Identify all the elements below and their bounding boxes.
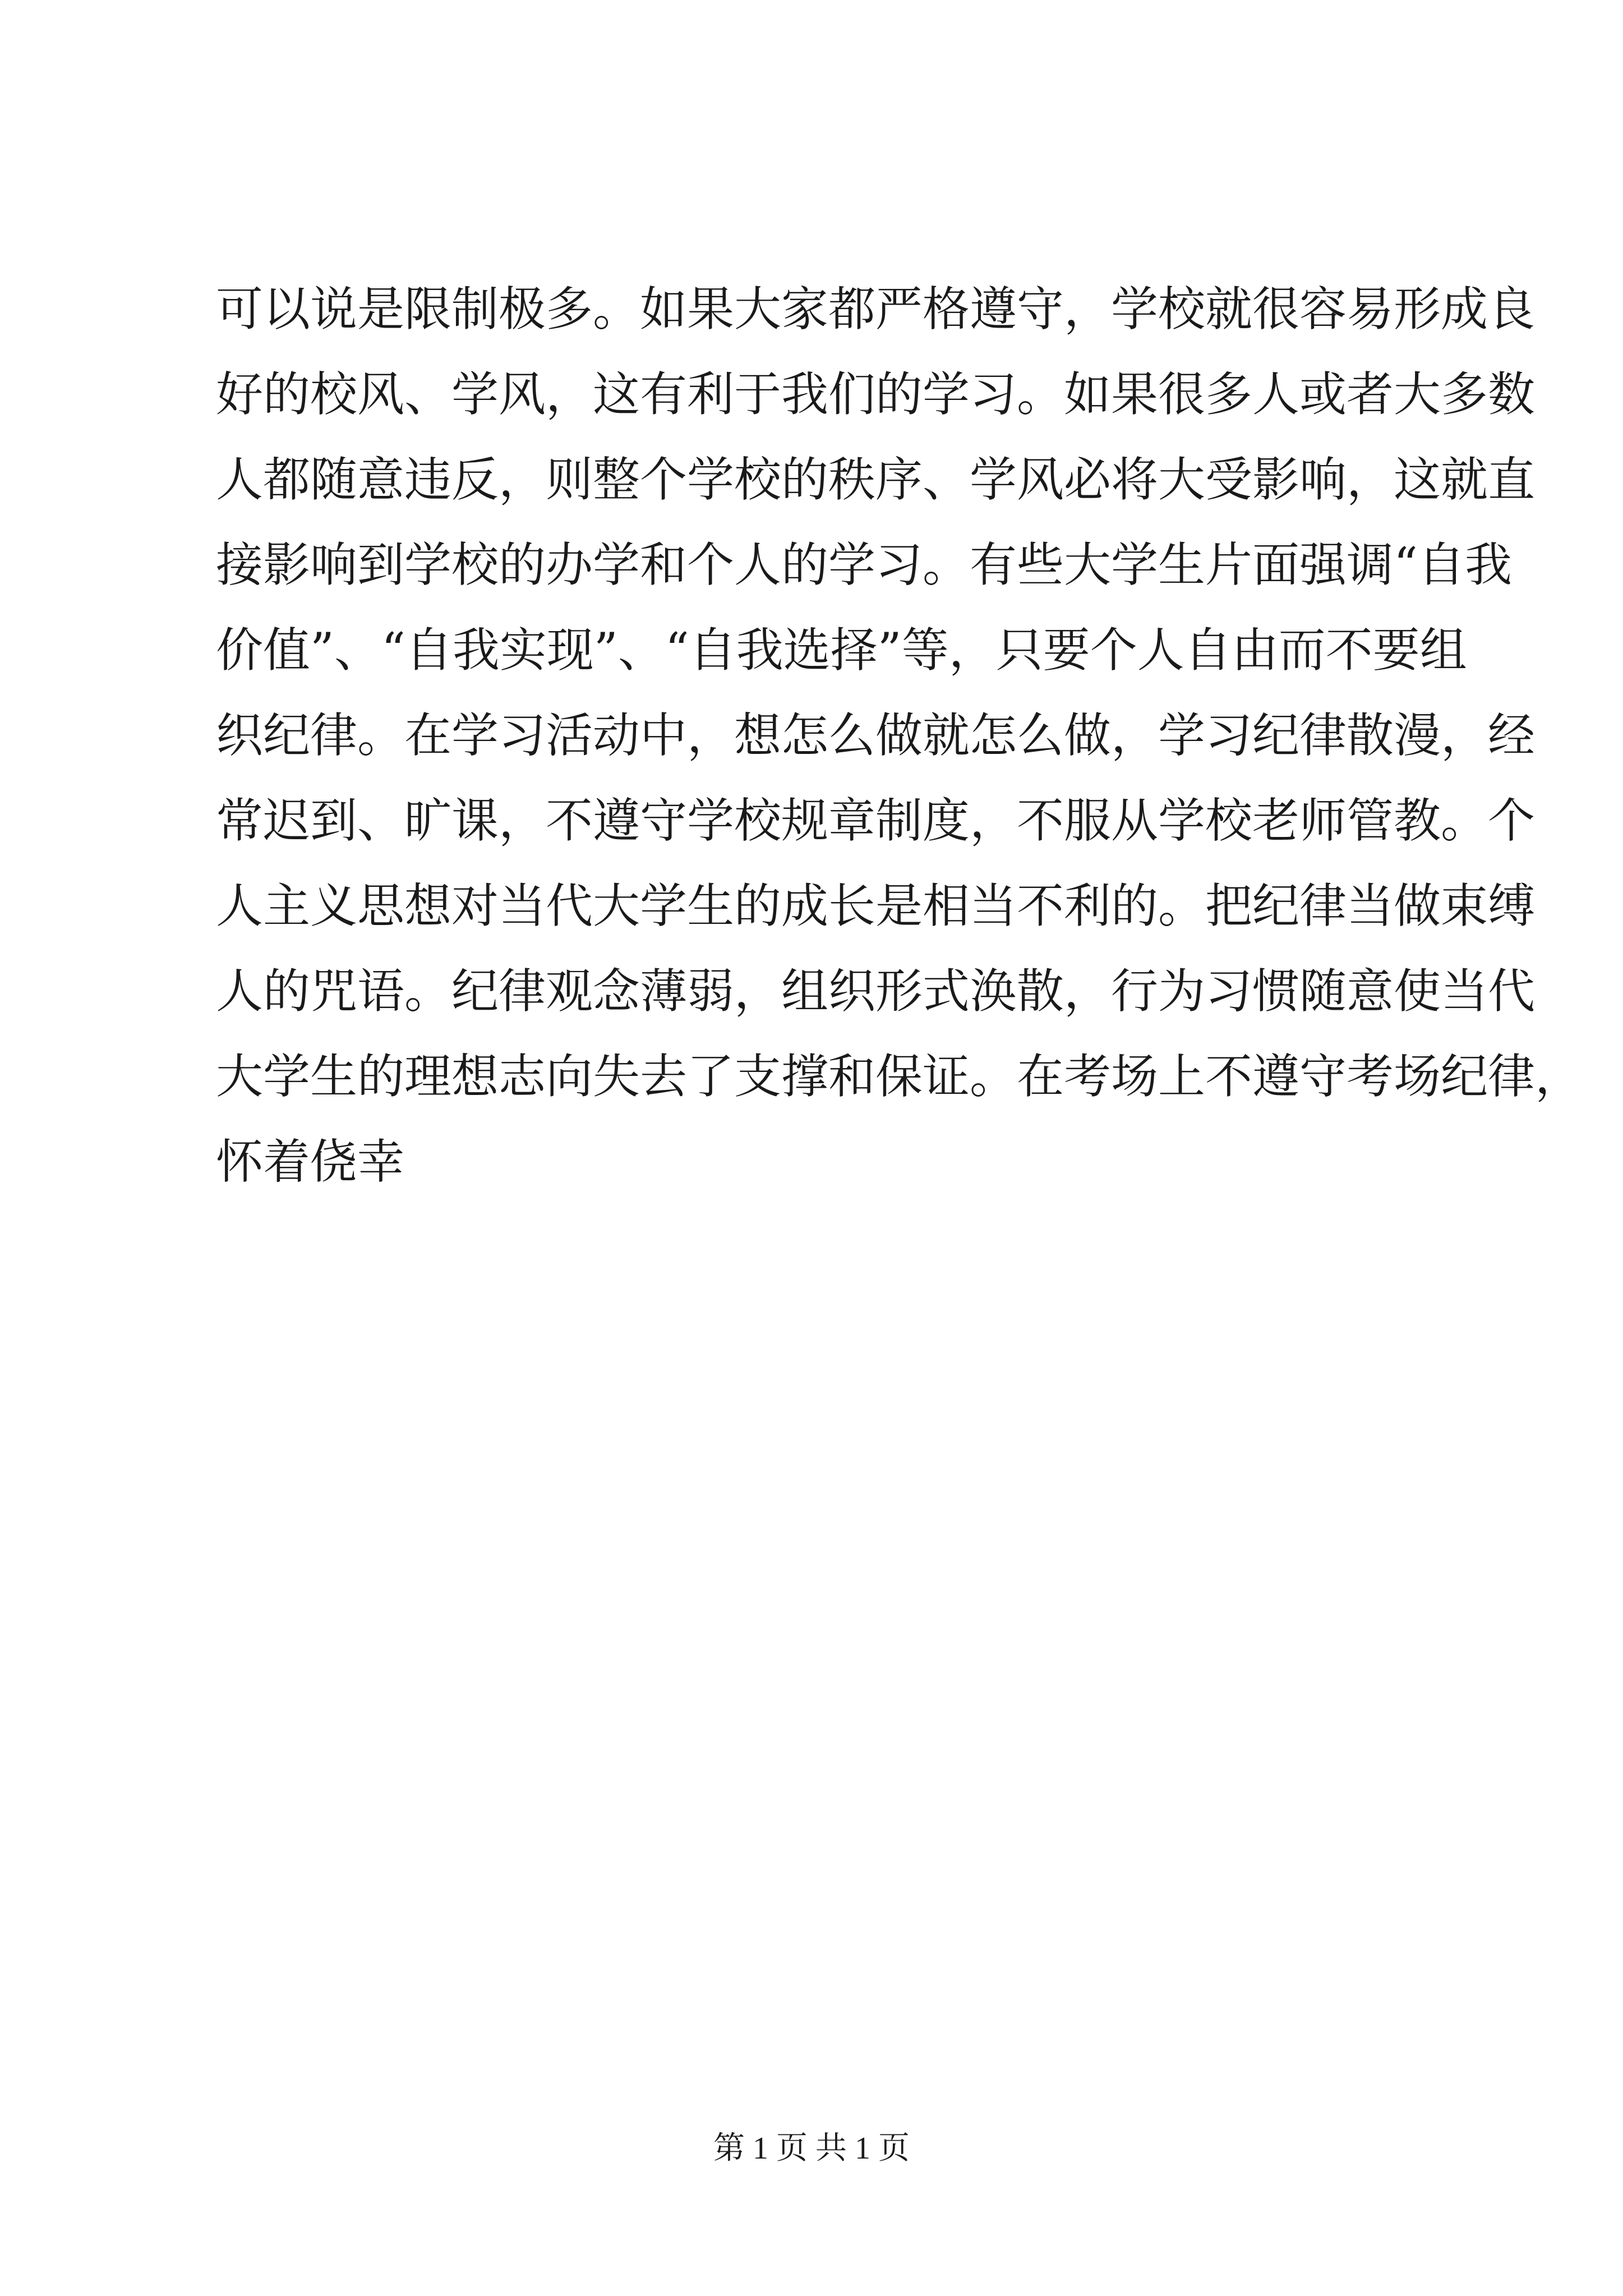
body-paragraph	[216, 266, 1583, 1204]
text-line-11: 怀着侥幸	[216, 1134, 405, 1189]
page-number-label: 第 1 页 共 1 页	[713, 2131, 910, 2166]
text-line-3: 人都随意违反，则整个学校的秩序、学风必将大受影响，这就直	[216, 452, 1536, 507]
text-line-4: 接影响到学校的办学和个人的学习。有些大学生片面强调“自我	[216, 537, 1512, 592]
text-line-2: 好的校风、学风，这有利于我们的学习。如果很多人或者大多数	[216, 367, 1536, 422]
page-footer	[0, 2129, 1623, 2168]
text-line-10: 大学生的理想志向失去了支撑和保证。在考场上不遵守考场纪律，	[216, 1049, 1583, 1104]
text-line-1: 可以说是限制极多。如果大家都严格遵守，学校就很容易形成良	[216, 282, 1536, 337]
text-line-9: 人的咒语。纪律观念薄弱，组织形式涣散，行为习惯随意使当代	[216, 964, 1536, 1019]
text-line-5: 价值”、“自我实现”、“自我选择”等，只要个人自由而不要组	[216, 623, 1467, 678]
text-line-6: 织纪律。在学习活动中，想怎么做就怎么做，学习纪律散漫，经	[216, 708, 1536, 763]
text-line-7: 常迟到、旷课，不遵守学校规章制度，不服从学校老师管教。个	[216, 793, 1536, 848]
text-line-8: 人主义思想对当代大学生的成长是相当不利的。把纪律当做束缚	[216, 878, 1536, 933]
